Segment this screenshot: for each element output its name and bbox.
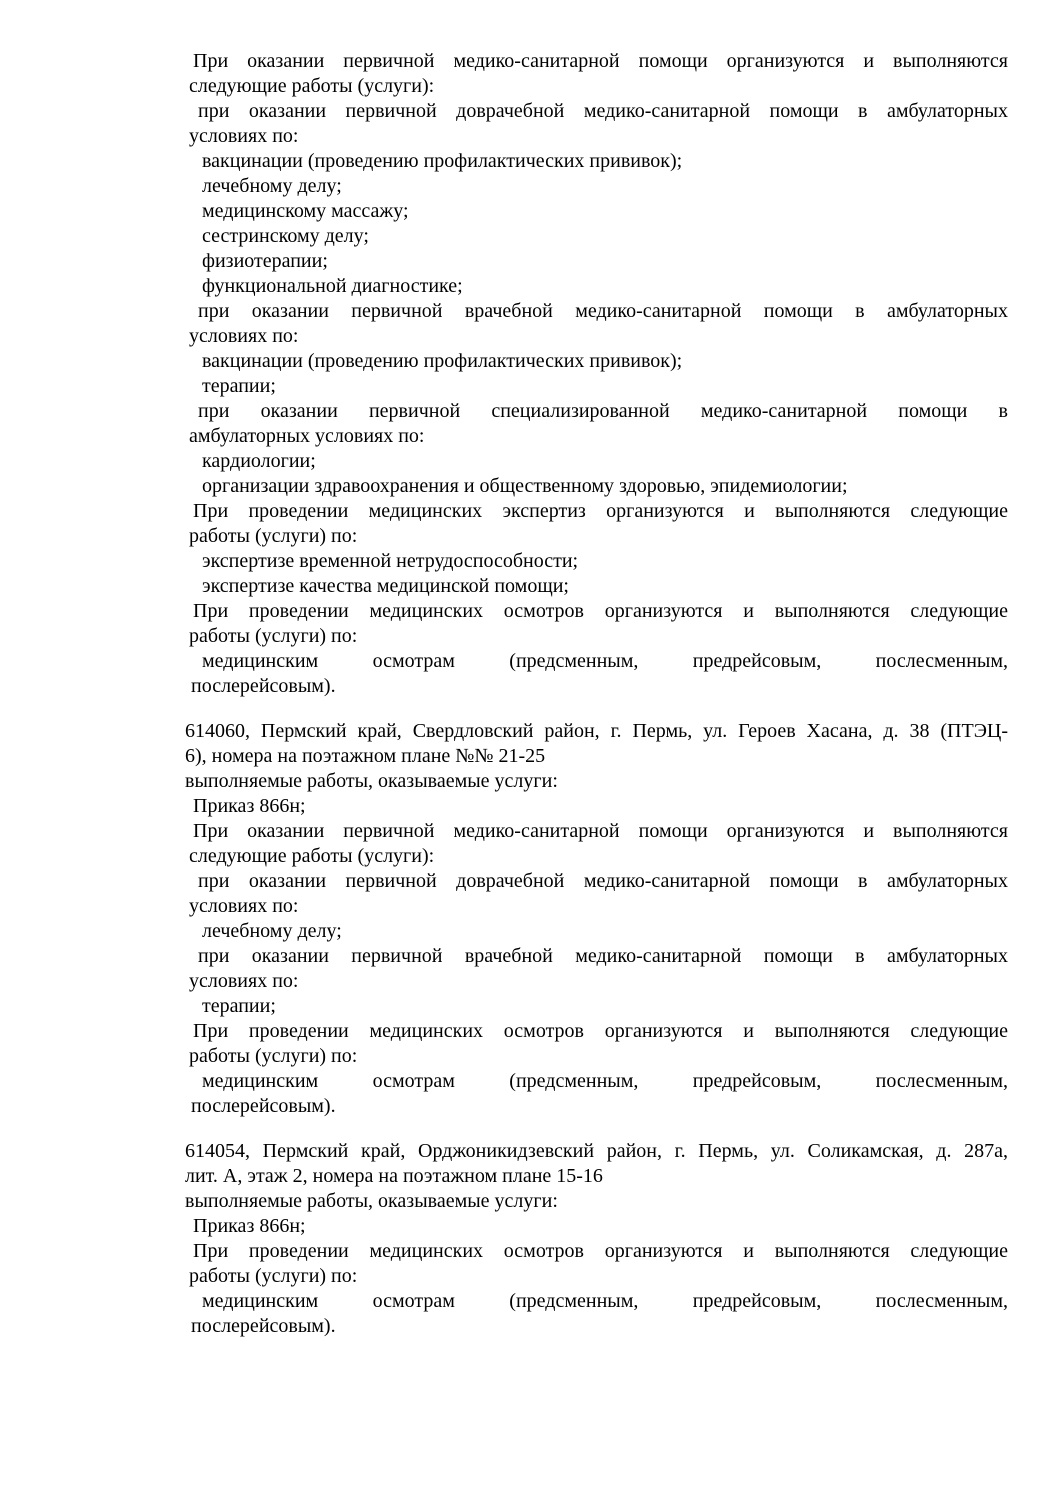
- text-line: 614060, Пермский край, Свердловский район, г. Пермь, ул. Героев Хасана, д. 38 (ПТЭЦ-: [185, 720, 1008, 742]
- text-line: При проведении медицинских осмотров организуются и выполняются следующие: [193, 600, 1008, 622]
- address-paragraph: [185, 719, 1008, 769]
- text-line: лечебному делу;: [202, 175, 342, 197]
- works-services-label: [185, 769, 1008, 794]
- text-line: работы (услуги) по:: [189, 625, 358, 647]
- text-line: Приказ 866н;: [193, 795, 306, 817]
- text-line: следующие работы (услуги):: [189, 75, 435, 97]
- address-block-614060: [185, 719, 1008, 1119]
- text-line: При проведении медицинских осмотров организуются и выполняются следующие: [193, 1020, 1008, 1042]
- service-item: [185, 449, 1008, 474]
- text-line: при оказании первичной доврачебной медико-санитарной помощи в амбулаторных: [198, 100, 1008, 122]
- service-item: [185, 994, 1008, 1019]
- services-list-continuation: [185, 49, 1008, 699]
- text-line: лит. А, этаж 2, номера на поэтажном плане 15-16: [185, 1165, 603, 1187]
- text-line: При проведении медицинских осмотров организуются и выполняются следующие: [193, 1240, 1008, 1262]
- text-line: лечебному делу;: [202, 920, 342, 942]
- service-item: [185, 274, 1008, 299]
- service-item: [185, 374, 1008, 399]
- service-item: [185, 174, 1008, 199]
- text-line: физиотерапии;: [202, 250, 328, 272]
- section-paragraph: [185, 49, 1008, 99]
- section-paragraph: [185, 794, 1008, 819]
- service-item: [185, 224, 1008, 249]
- section-paragraph: [185, 499, 1008, 549]
- text-line: условиях по:: [189, 970, 299, 992]
- section-paragraph: [185, 1239, 1008, 1289]
- service-item: [185, 1069, 1008, 1119]
- text-line: послерейсовым).: [191, 1315, 336, 1337]
- subsection-paragraph: [185, 399, 1008, 449]
- subsection-paragraph: [185, 299, 1008, 349]
- text-line: экспертизе временной нетрудоспособности;: [202, 550, 579, 572]
- service-item: [185, 474, 1008, 499]
- address-block-614054: [185, 1139, 1008, 1339]
- text-line: медицинскому массажу;: [202, 200, 409, 222]
- text-line: следующие работы (услуги):: [189, 845, 435, 867]
- text-line: при оказании первичной врачебной медико-санитарной помощи в амбулаторных: [198, 945, 1008, 967]
- text-line: выполняемые работы, оказываемые услуги:: [185, 770, 558, 792]
- subsection-paragraph: [185, 944, 1008, 994]
- section-paragraph: [185, 819, 1008, 869]
- text-line: организации здравоохранения и общественному здоровью, эпидемиологии;: [202, 475, 848, 497]
- text-line: функциональной диагностике;: [202, 275, 463, 297]
- service-item: [185, 649, 1008, 699]
- text-line: условиях по:: [189, 325, 299, 347]
- text-line: кардиологии;: [202, 450, 316, 472]
- text-line: условиях по:: [189, 895, 299, 917]
- text-line: при оказании первичной врачебной медико-санитарной помощи в амбулаторных: [198, 300, 1008, 322]
- service-item: [185, 549, 1008, 574]
- text-line: медицинским осмотрам (предсменным, предрейсовым, послесменным,: [202, 1070, 1008, 1092]
- text-line: послерейсовым).: [191, 675, 336, 697]
- text-line: медицинским осмотрам (предсменным, предрейсовым, послесменным,: [202, 1290, 1008, 1312]
- service-item: [185, 249, 1008, 274]
- service-item: [185, 149, 1008, 174]
- text-line: работы (услуги) по:: [189, 525, 358, 547]
- section-paragraph: [185, 1019, 1008, 1069]
- text-line: работы (услуги) по:: [189, 1045, 358, 1067]
- works-services-label: [185, 1189, 1008, 1214]
- text-line: амбулаторных условиях по:: [189, 425, 425, 447]
- text-line: При оказании первичной медико-санитарной помощи организуются и выполняются: [193, 50, 1008, 72]
- text-line: экспертизе качества медицинской помощи;: [202, 575, 569, 597]
- text-line: при оказании первичной доврачебной медико-санитарной помощи в амбулаторных: [198, 870, 1008, 892]
- text-line: вакцинации (проведению профилактических прививок);: [202, 150, 683, 172]
- text-line: послерейсовым).: [191, 1095, 336, 1117]
- text-line: при оказании первичной специализированной медико-санитарной помощи в: [198, 400, 1008, 422]
- text-line: При оказании первичной медико-санитарной помощи организуются и выполняются: [193, 820, 1008, 842]
- text-line: сестринскому делу;: [202, 225, 369, 247]
- text-line: терапии;: [202, 375, 276, 397]
- section-paragraph: [185, 599, 1008, 649]
- service-item: [185, 349, 1008, 374]
- subsection-paragraph: [185, 869, 1008, 919]
- text-line: 614054, Пермский край, Орджоникидзевский район, г. Пермь, ул. Соликамская, д. 287а,: [185, 1140, 1008, 1162]
- text-line: медицинским осмотрам (предсменным, предрейсовым, послесменным,: [202, 650, 1008, 672]
- text-line: терапии;: [202, 995, 276, 1017]
- text-line: При проведении медицинских экспертиз организуются и выполняются следующие: [193, 500, 1008, 522]
- address-paragraph: [185, 1139, 1008, 1189]
- text-line: Приказ 866н;: [193, 1215, 306, 1237]
- text-line: вакцинации (проведению профилактических прививок);: [202, 350, 683, 372]
- service-item: [185, 574, 1008, 599]
- service-item: [185, 1289, 1008, 1339]
- service-item: [185, 199, 1008, 224]
- text-line: условиях по:: [189, 125, 299, 147]
- service-item: [185, 919, 1008, 944]
- text-line: работы (услуги) по:: [189, 1265, 358, 1287]
- text-line: выполняемые работы, оказываемые услуги:: [185, 1190, 558, 1212]
- subsection-paragraph: [185, 99, 1008, 149]
- section-paragraph: [185, 1214, 1008, 1239]
- text-line: 6), номера на поэтажном плане №№ 21-25: [185, 745, 546, 767]
